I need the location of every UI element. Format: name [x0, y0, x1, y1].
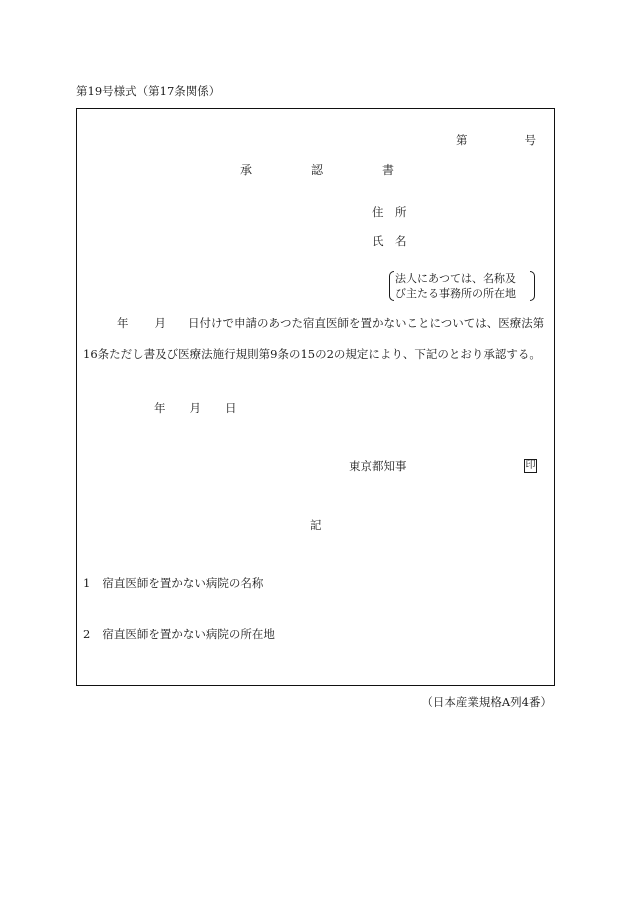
document-number: [456, 135, 536, 147]
date-year: 年: [154, 401, 166, 415]
body-text-line-2: 16条ただし書及び医療法施行規則第9条の15の2の規定により、下記のとおり承認する。: [83, 347, 541, 361]
governor-title: 東京都知事: [349, 459, 407, 473]
body-year: 年: [117, 316, 129, 330]
address-label: 住 所: [372, 205, 407, 219]
corporate-note: [389, 271, 535, 303]
date-day: 日: [225, 401, 237, 415]
item-1: [83, 578, 263, 590]
body-text: 日付けで申請のあつた宿直医師を置かないことについては、医療法第: [188, 316, 545, 330]
right-bracket: [530, 271, 535, 301]
date-month: 月: [189, 401, 201, 415]
approval-date: [154, 403, 237, 415]
doc-number-dai: 第: [456, 133, 468, 147]
doc-number-go: 号: [524, 133, 536, 147]
form-box: [76, 108, 555, 686]
body-month: 月: [154, 316, 166, 330]
seal-mark: 印: [525, 460, 536, 471]
ki-heading: 記: [310, 518, 322, 532]
item-2-number: 2: [83, 627, 91, 641]
title-char-3: 書: [381, 163, 394, 177]
title-char-1: 承: [240, 163, 253, 177]
body-text-line-1: [117, 318, 544, 330]
document-title: [240, 164, 394, 176]
item-2-text: 宿直医師を置かない病院の所在地: [102, 627, 275, 641]
corporate-note-line-2: び主たる事務所の所在地: [395, 287, 516, 300]
footer-note: （日本産業規格A列4番）: [421, 695, 552, 709]
title-char-2: 認: [310, 163, 323, 177]
left-bracket: [389, 271, 394, 301]
corporate-note-line-1: 法人にあつては、名称及: [395, 272, 516, 285]
item-2: [83, 629, 275, 641]
form-number: 第19号様式（第17条関係）: [76, 84, 221, 98]
name-label: 氏 名: [372, 234, 407, 248]
item-1-text: 宿直医師を置かない病院の名称: [102, 576, 264, 590]
item-1-number: 1: [83, 576, 91, 590]
